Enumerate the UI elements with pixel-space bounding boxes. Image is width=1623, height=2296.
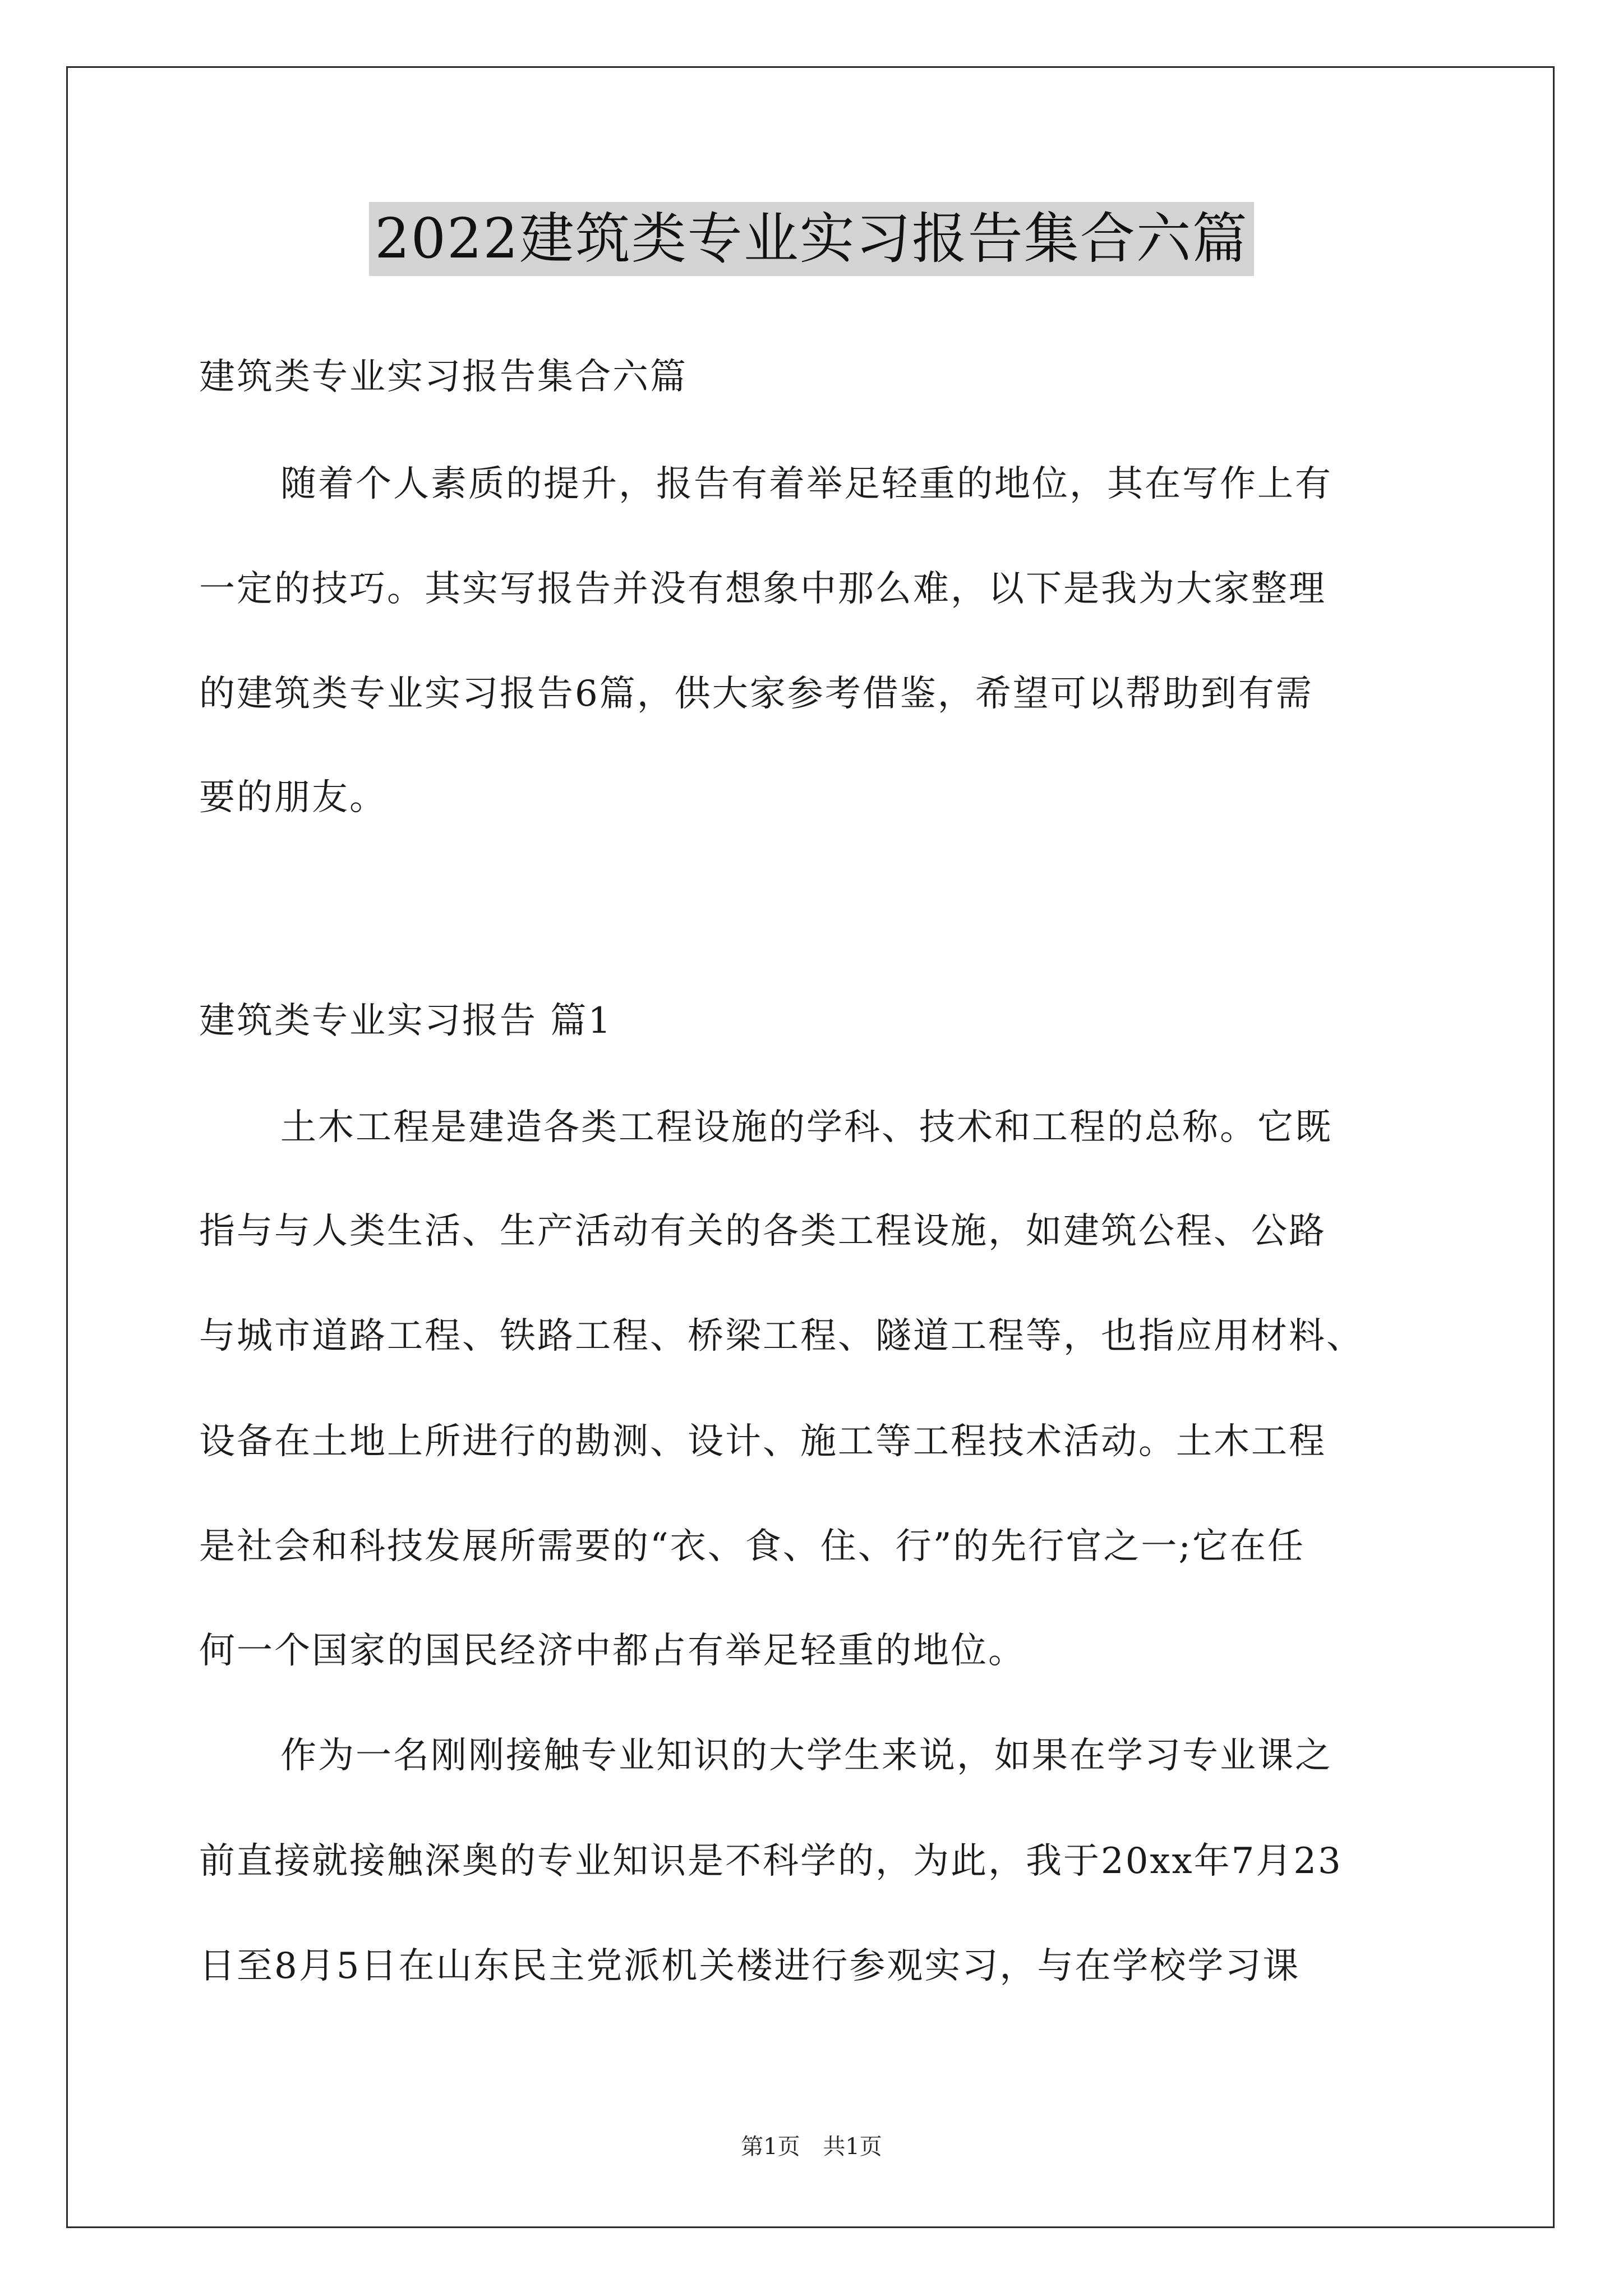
paragraph-line: 是社会和科技发展所需要的“衣、食、住、行”的先行官之一;它在任: [199, 1526, 1305, 1567]
paragraph-line: 土木工程是建造各类工程设施的学科、技术和工程的总称。它既: [280, 1107, 1332, 1148]
title-wrapper: [0, 202, 1623, 276]
page-number-total: 共1页: [823, 2134, 882, 2160]
intro-line: 要的朋友。: [199, 777, 387, 818]
paragraph-line: 指与与人类生活、生产活动有关的各类工程设施，如建筑公程、公路: [199, 1211, 1326, 1252]
paragraph-line: 与城市道路工程、铁路工程、桥梁工程、隧道工程等，也指应用材料、: [199, 1315, 1364, 1357]
section-heading: 建筑类专业实习报告 篇1: [199, 1000, 613, 1042]
document-title: 2022建筑类专业实习报告集合六篇: [369, 202, 1253, 276]
paragraph-line: 作为一名刚刚接触专业知识的大学生来说，如果在学习专业课之: [280, 1735, 1332, 1777]
intro-line: 一定的技巧。其实写报告并没有想象中那么难，以下是我为大家整理: [199, 568, 1326, 610]
page-number-current: 第1页: [741, 2134, 800, 2160]
page-footer: [0, 2133, 1623, 2161]
paragraph-line: 何一个国家的国民经济中都占有举足轻重的地位。: [199, 1630, 1026, 1672]
paragraph-line: 日至8月5日在山东民主党派机关楼进行参观实习，与在学校学习课: [199, 1945, 1301, 1987]
paragraph-line: 前直接就接触深奥的专业知识是不科学的，为此，我于20xx年7月23: [199, 1841, 1343, 1882]
paragraph-line: 设备在土地上所进行的勘测、设计、施工等工程技术活动。土木工程: [199, 1421, 1326, 1462]
intro-line: 随着个人素质的提升，报告有着举足轻重的地位，其在写作上有: [280, 463, 1332, 505]
intro-line: 的建筑类专业实习报告6篇，供大家参考借鉴，希望可以帮助到有需: [199, 673, 1313, 715]
document-subtitle: 建筑类专业实习报告集合六篇: [199, 356, 688, 398]
